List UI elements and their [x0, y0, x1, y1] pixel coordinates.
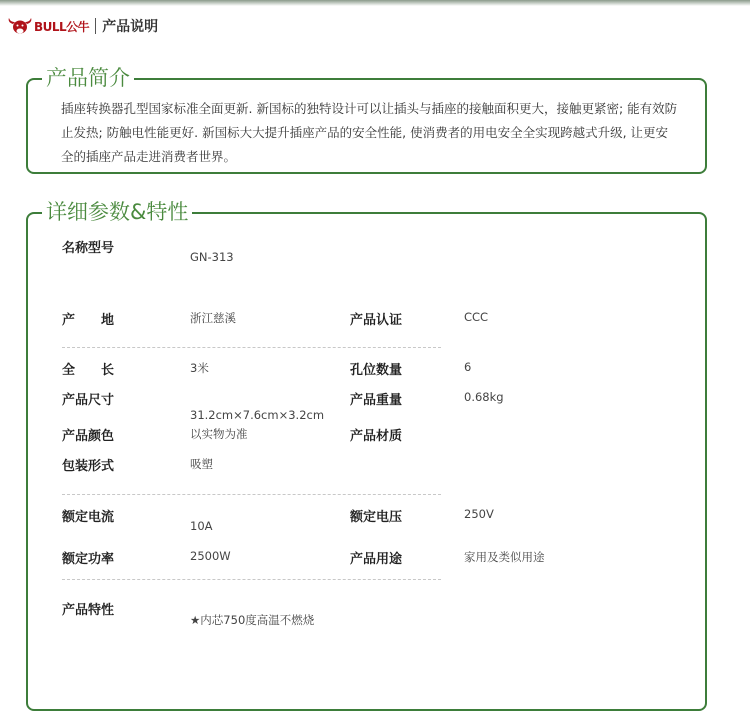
divider: [62, 579, 441, 580]
color-label: 产品颜色: [62, 429, 115, 444]
weight-value: 0.68kg: [464, 390, 504, 404]
power-label: 额定功率: [62, 552, 115, 567]
intro-title: 产品简介: [42, 65, 134, 91]
intro-text: 插座转换器孔型国家标准全面更新. 新国标的独特设计可以让插头与插座的接触面积更大，接触更紧密; 能有效防止发热; 防触电性能更好. 新国标大大提升插座产品的安全性能, 使消费者的用电安全全实现跨越式升级, 让更安全的插座产品走进消费者世界。: [61, 101, 678, 164]
sockets-label: 孔位数量: [350, 363, 403, 378]
page-title: 产品说明: [102, 19, 159, 35]
size-label: 产品尺寸: [62, 393, 115, 408]
package-label: 包装形式: [62, 459, 115, 474]
brand-logo[interactable]: [8, 16, 89, 36]
specs-title: 详细参数&特性: [42, 199, 192, 225]
current-label: 额定电流: [62, 510, 115, 525]
features-label: 产品特性: [62, 603, 115, 618]
origin-label: 产 地: [62, 313, 115, 328]
features-value: ★内芯750度高温不燃烧: [190, 613, 315, 627]
cert-value: CCC: [464, 310, 489, 324]
weight-label: 产品重量: [350, 393, 403, 408]
length-value: 3米: [190, 361, 209, 375]
brand-name: BULL公牛: [34, 19, 90, 34]
power-value: 2500W: [190, 549, 231, 563]
size-value: 31.2cm×7.6cm×3.2cm: [190, 408, 325, 422]
color-value: 以实物为准: [190, 427, 248, 441]
header-separator: [95, 18, 96, 34]
divider: [62, 347, 441, 348]
page-header: [8, 12, 158, 40]
current-value: 10A: [190, 519, 213, 533]
intro-panel: [26, 66, 707, 174]
usage-value: 家用及类似用途: [464, 550, 545, 564]
origin-value: 浙江慈溪: [190, 311, 236, 325]
voltage-value: 250V: [464, 507, 494, 521]
material-label: 产品材质: [350, 429, 403, 444]
cert-label: 产品认证: [350, 313, 403, 328]
package-value: 吸塑: [190, 457, 213, 471]
model-label: 名称型号: [62, 241, 115, 256]
length-label: 全 长: [62, 363, 115, 378]
divider: [62, 494, 441, 495]
bull-icon: [8, 16, 32, 36]
voltage-label: 额定电压: [350, 510, 403, 525]
model-value: GN-313: [190, 250, 234, 264]
top-divider: [0, 0, 750, 6]
specs-panel: [26, 200, 707, 711]
sockets-value: 6: [464, 360, 472, 374]
usage-label: 产品用途: [350, 552, 403, 567]
